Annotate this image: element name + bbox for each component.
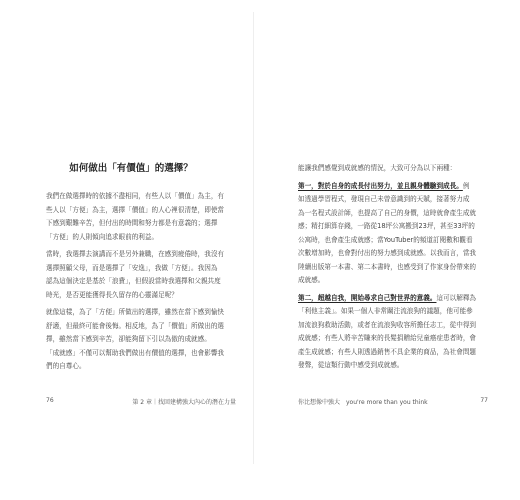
- paragraph: [46, 248, 236, 302]
- text-line: 就像這樣，為了「方便」所做出的選擇，雖然在當下感到愉快: [46, 308, 225, 316]
- running-head: 第 2 章｜找回建構強大內心的潛在力量: [132, 399, 236, 406]
- left-body: [46, 190, 236, 378]
- text-line: 如透過學習程式，發現自己未曾意識到的天賦，接著努力成: [298, 195, 470, 203]
- page-number: 77: [480, 397, 488, 404]
- paragraph: [298, 162, 488, 176]
- text-fragment: 例: [462, 181, 470, 190]
- text-line: 次數增加時，也會對付出的努力感到成就感。以我而言，當我: [298, 249, 477, 257]
- text-line: [298, 180, 488, 194]
- text-line: 們的自尊心。: [46, 362, 86, 370]
- text-line: 「利他主義」。如果一個人非常關注流浪狗的議題，他可能參: [298, 307, 473, 315]
- text-line: 「方便」的人則傾向追求眼前的利益。: [46, 232, 159, 241]
- text-line: 為一名程式設計師，也提高了自己的身價，這時就會產生成就: [298, 208, 477, 217]
- chapter-title: 如何做出「有價值」的選擇？: [69, 163, 193, 174]
- paragraph: [46, 190, 236, 244]
- text-line: 成就感。: [298, 276, 325, 284]
- text-line: 下感到艱難辛苦，但付出的時間和努力都是有意義的；選擇: [46, 219, 218, 227]
- running-head: 你比想像中強大 you're more than you think: [298, 399, 428, 406]
- section-heading: 第二，超越自我，開始尋求自己對世界的意義。: [298, 293, 437, 302]
- text-line: 些人以「方便」為主，選擇「價值」的人心裡很清楚，即使當: [46, 205, 225, 214]
- section-heading: 第一，對於自身的成長付出努力，並且親身體驗到成長。: [298, 181, 463, 190]
- paragraph: [46, 306, 236, 374]
- text-line: 擇，雖然當下感到辛苦，卻能夠留下引以為傲的成就感。: [46, 335, 211, 343]
- text-line: 產生成就感；有些人則透過銷售不具企業的商品，為社會問題: [298, 347, 477, 356]
- text-fragment: 這可以解釋為: [436, 293, 477, 302]
- intro-line: 能讓我們感覺到成就感的情況，大致可分為以下兩種：: [298, 164, 457, 172]
- text-line: 舒適，但最終可能會後悔。相反地，為了「價值」所做出的選: [46, 321, 225, 330]
- text-line: 陸續出版第一本書、第二本書時，也感受到了作家身份帶來的: [298, 262, 477, 271]
- text-line: 認為這個決定是基於「浪費」，但假設當時我選擇和父親共度: [46, 277, 221, 285]
- paragraph: [298, 292, 488, 373]
- left-page: [8, 12, 254, 464]
- text-line: 選擇照顧父母，而是選擇了「安逸」，我做「方便」。我因為: [46, 263, 218, 272]
- text-line: 感；精打細算存錢，一路從18坪公寓搬到23坪，甚至33坪的: [298, 222, 475, 230]
- text-line: 成就感；有些人將辛苦賺來的長髮捐贈給兒童癌症患者時，會: [298, 334, 477, 342]
- text-line: 時光，是否更能獲得長久留存的心靈滿足呢？: [46, 290, 178, 299]
- text-line: [298, 292, 488, 306]
- right-body: [298, 162, 488, 377]
- right-page: [266, 12, 512, 464]
- text-line: 加流浪狗救助活動，或者在流浪狗收容所擔任志工，從中得到: [298, 320, 477, 329]
- text-line: 「成就感」不僅可以幫助我們做出有價值的選擇，也會影響我: [46, 348, 225, 357]
- text-line: 當時，我選擇去演講而不是另外兼職，在感到疲倦時，我沒有: [46, 250, 225, 258]
- page-number: 76: [46, 397, 54, 404]
- text-line: 公寓時，也會產生成就感；當YouTuber的頻道訂閱數和觀看: [298, 235, 473, 244]
- text-line: 發聲，從這類行動中感受到成就感。: [298, 361, 404, 369]
- text-line: 我們在做選擇時的依據不盡相同，有些人以「價值」為主，有: [46, 192, 225, 200]
- paragraph: [298, 180, 488, 288]
